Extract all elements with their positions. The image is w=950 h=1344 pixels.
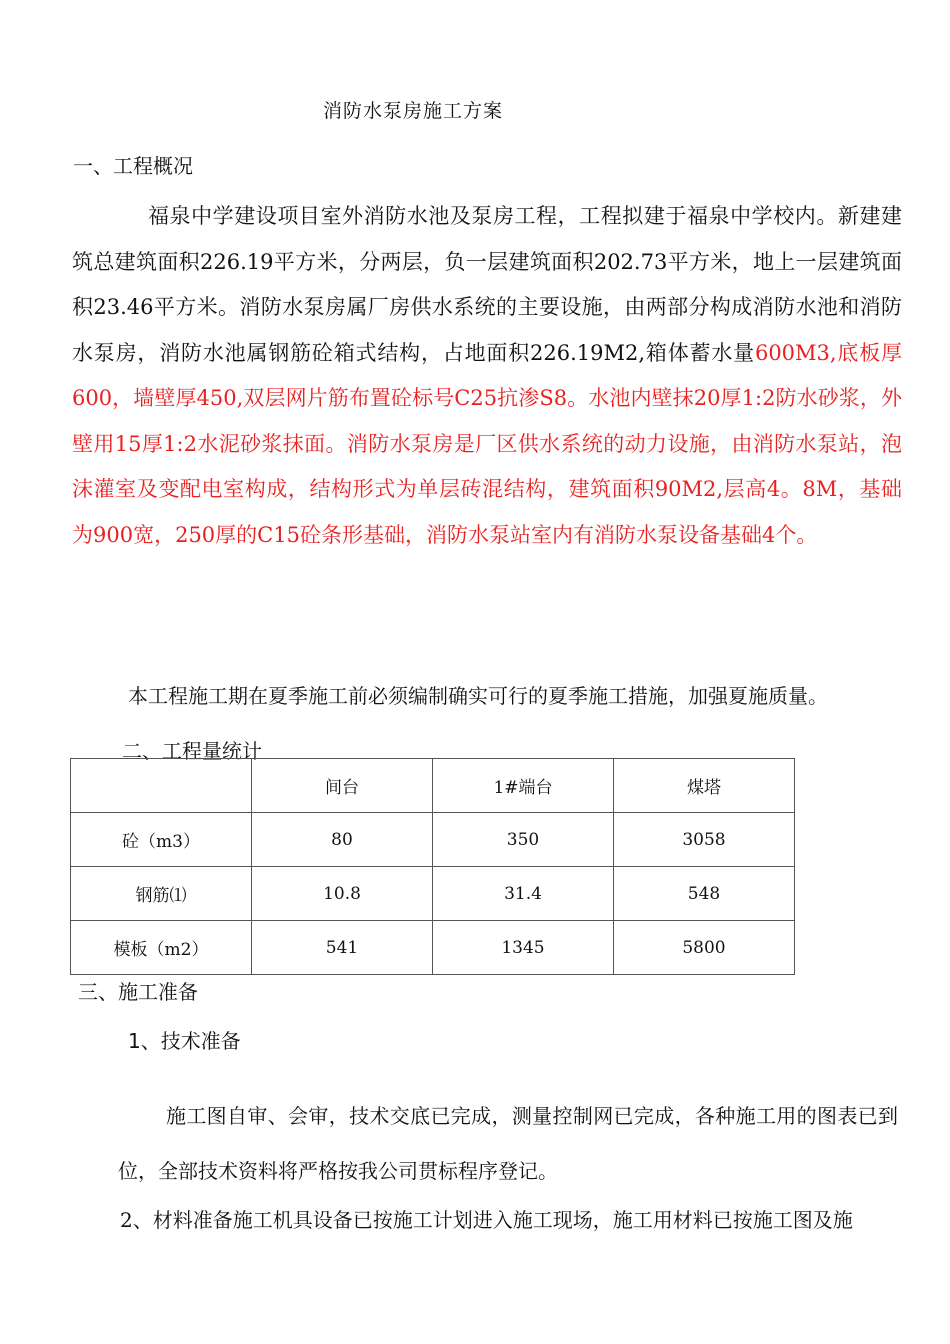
table-cell: 1345 [433,921,614,975]
table-header-row [71,759,795,813]
overview-paragraph [72,194,902,558]
material-prep-paragraph: 2、材料准备施工机具设备已按施工计划进入施工现场，施工用材料已按施工图及施 [120,1208,853,1232]
table-header-cell: 煤塔 [614,759,795,813]
subsection-1-heading: 1、技术准备 [128,1029,241,1053]
table-cell: 31.4 [433,867,614,921]
overview-highlight-text: 600M3,底板厚600，墙壁厚450,双层网片筋布置砼标号C25抗渗S8。水池内壁抹20厚1:2防水砂浆，外壁用15厚1:2水泥砂浆抹面。消防水泵房是厂区供水系统的动力设施，由消防水泵站，泡沫灌室及变配电室构成，结构形式为单层砖混结构，建筑面积90M2,层高4。8M，基础为900宽，250厚的C15砼条形基础，消防水泵站室内有消防水泵设备基础4个。 [72,340,903,547]
table-header-cell: 间台 [252,759,433,813]
table-cell: 钢筋⑴ [71,867,252,921]
table-row [71,921,795,975]
section-2-heading: 二、工程量统计 [122,739,262,763]
table-row [71,813,795,867]
table-cell: 548 [614,867,795,921]
table-row [71,867,795,921]
table-header-cell: 1#端台 [433,759,614,813]
table-cell: 模板（m2） [71,921,252,975]
quantity-table [70,758,795,975]
table-cell: 砼（m3） [71,813,252,867]
section-3-heading: 三、施工准备 [78,980,198,1004]
technical-prep-paragraph: 施工图自审、会审，技术交底已完成，测量控制网已完成，各种施工用的图表已到位，全部技术资料将严格按我公司贯标程序登记。 [118,1104,898,1183]
table-cell: 3058 [614,813,795,867]
table-cell: 80 [252,813,433,867]
section-1-heading: 一、工程概况 [73,154,193,178]
table-cell: 5800 [614,921,795,975]
table-cell: 350 [433,813,614,867]
overview-text: 福泉中学建设项目室外消防水池及泵房工程，工程拟建于福泉中学校内。新建建筑总建筑面积226.19平方米，分两层，负一层建筑面积202.73平方米，地上一层建筑面积23.46平方米。消防水泵房属厂房供水系统的主要设施，由两部分构成消防水池和消防水泵房，消防水池属钢筋砼箱式结构，占地面积226.19M2,箱体蓄水量 [72,204,902,365]
table-cell: 10.8 [252,867,433,921]
document-title: 消防水泵房施工方案 [323,100,504,122]
summer-measures-paragraph: 本工程施工期在夏季施工前必须编制确实可行的夏季施工措施，加强夏施质量。 [128,684,828,708]
table-cell: 541 [252,921,433,975]
table-header-cell [71,759,252,813]
